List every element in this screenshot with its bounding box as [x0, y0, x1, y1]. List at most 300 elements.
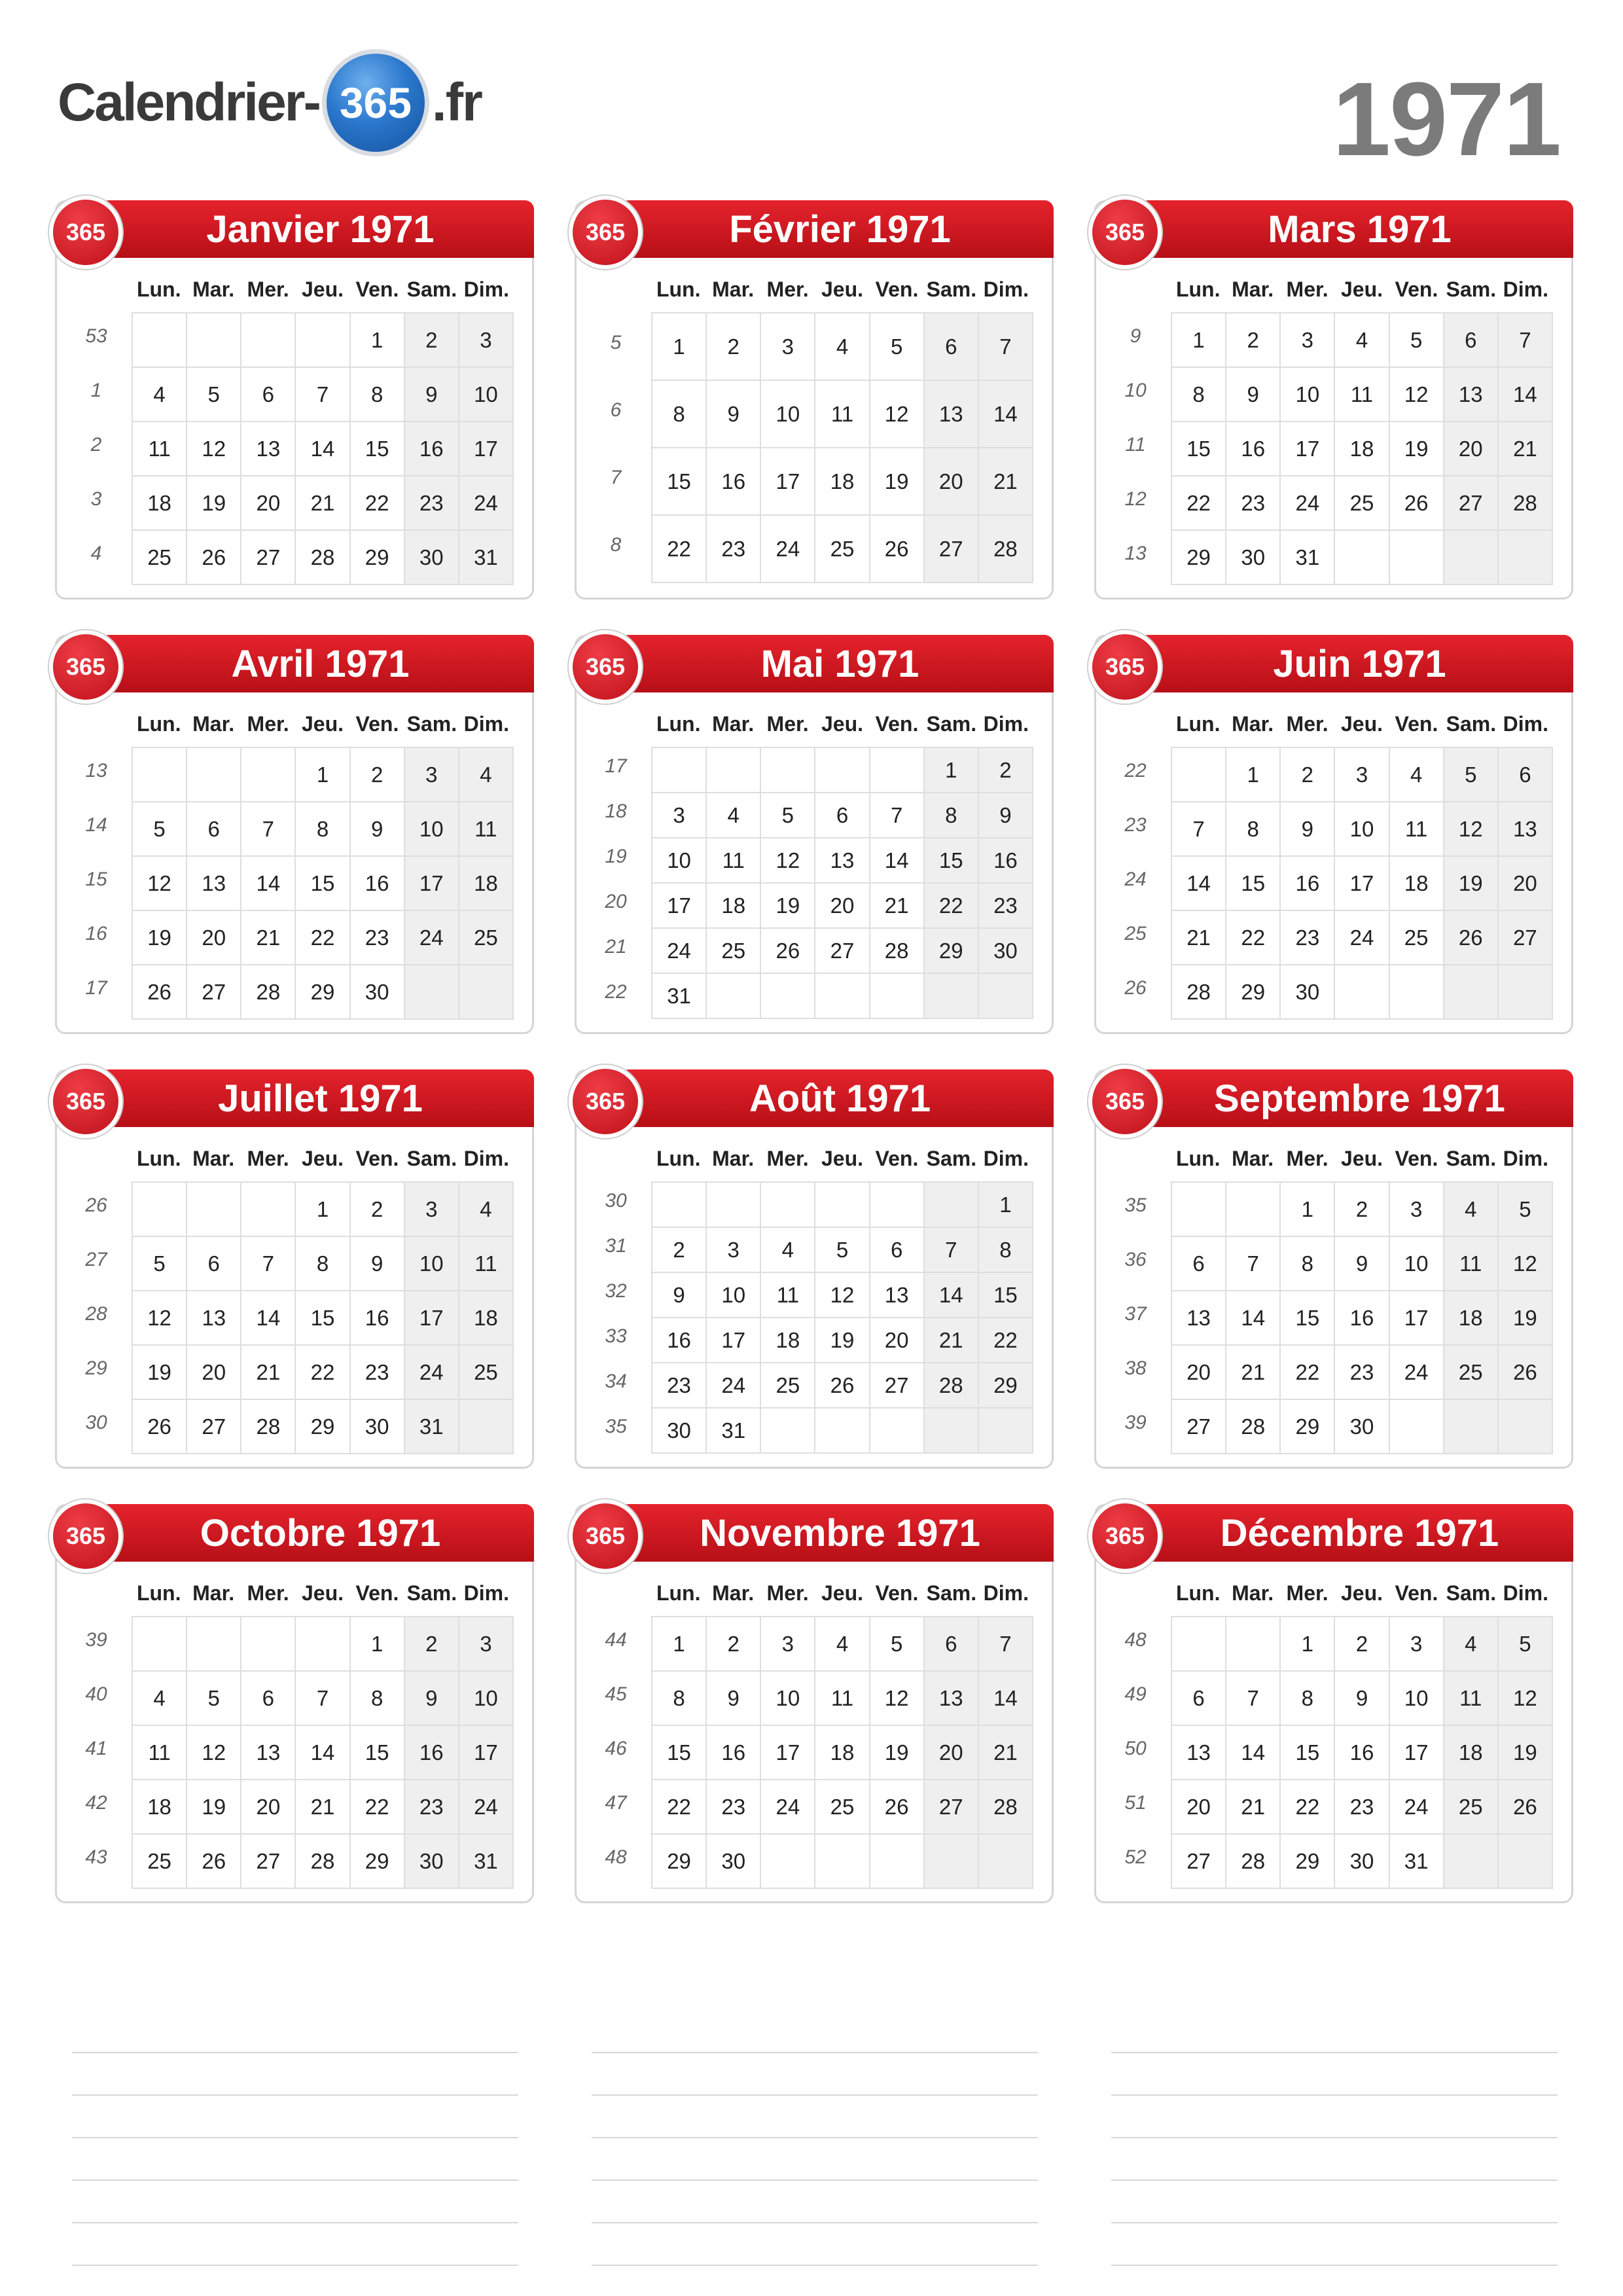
- day-cell: 1: [296, 748, 350, 802]
- day-cell: 3: [1390, 1617, 1444, 1672]
- day-grid: [132, 747, 514, 1020]
- day-cell: 13: [815, 838, 870, 884]
- day-cell: 19: [1499, 1726, 1553, 1780]
- weekday-label: Dim.: [983, 277, 1029, 301]
- day-cell: 23: [1226, 476, 1281, 531]
- day-cell: 3: [459, 1617, 514, 1672]
- day-cell: 28: [870, 929, 925, 974]
- day-cell: 13: [1499, 802, 1553, 857]
- day-cell: 7: [296, 1672, 350, 1726]
- site-logo[interactable]: [58, 47, 482, 158]
- day-cell: 24: [1390, 1780, 1444, 1835]
- day-cell: 11: [133, 1726, 187, 1780]
- day-cell: 19: [1390, 422, 1444, 476]
- month-title: Novembre 1971: [620, 1504, 1054, 1562]
- day-cell: 25: [133, 531, 187, 585]
- week-number: 41: [85, 1738, 107, 1759]
- empty-day-cell: [133, 748, 187, 802]
- day-cell: 18: [1444, 1291, 1499, 1346]
- day-cell: 23: [652, 1363, 707, 1408]
- week-number: 48: [605, 1846, 627, 1868]
- day-cell: 11: [1335, 368, 1389, 422]
- empty-day-cell: [1335, 965, 1389, 1020]
- weekday-label: Jeu.: [301, 1581, 344, 1605]
- day-cell: 24: [405, 1346, 459, 1400]
- day-cell: 22: [1281, 1780, 1335, 1835]
- weekday-label: Ven.: [355, 277, 399, 301]
- day-cell: 9: [707, 381, 761, 448]
- week-number: 3: [90, 488, 102, 510]
- weekday-header: [651, 273, 1033, 306]
- month-title: Janvier 1971: [100, 200, 534, 258]
- day-cell: 27: [241, 531, 296, 585]
- week-numbers: [590, 747, 642, 1018]
- day-cell: 20: [1499, 857, 1553, 911]
- badge-365-icon: 365: [569, 1065, 642, 1138]
- day-cell: 28: [1499, 476, 1553, 531]
- day-cell: 6: [241, 1672, 296, 1726]
- day-cell: 14: [979, 1672, 1033, 1726]
- weekday-label: Mer.: [1286, 1146, 1329, 1170]
- day-cell: 22: [296, 911, 350, 965]
- day-cell: 17: [459, 422, 514, 476]
- weekday-header: [1171, 1577, 1553, 1609]
- week-numbers: [70, 1616, 122, 1888]
- logo-tld: .fr: [431, 73, 482, 132]
- empty-day-cell: [187, 748, 241, 802]
- weekday-label: Mar.: [1232, 1146, 1274, 1170]
- day-cell: 9: [405, 1672, 459, 1726]
- empty-day-cell: [1444, 531, 1499, 585]
- weekday-label: Ven.: [355, 711, 399, 736]
- week-numbers: [1109, 1181, 1162, 1453]
- day-cell: 10: [405, 1237, 459, 1291]
- empty-day-cell: [241, 748, 296, 802]
- empty-day-cell: [241, 314, 296, 368]
- weekday-label: Mar.: [712, 1581, 755, 1605]
- empty-day-cell: [459, 965, 514, 1020]
- empty-day-cell: [1172, 1617, 1226, 1672]
- weekday-label: Lun.: [656, 711, 701, 736]
- weekday-label: Dim.: [463, 1146, 509, 1170]
- day-cell: 15: [1281, 1291, 1335, 1346]
- day-cell: 8: [1281, 1237, 1335, 1291]
- week-number: 30: [605, 1190, 627, 1211]
- day-cell: 29: [1281, 1835, 1335, 1889]
- week-number: 46: [605, 1738, 627, 1759]
- weekday-label: Dim.: [463, 277, 509, 301]
- weekday-label: Sam.: [1446, 1581, 1497, 1605]
- day-cell: 5: [1499, 1183, 1553, 1237]
- day-cell: 14: [1226, 1726, 1281, 1780]
- day-cell: 20: [870, 1318, 925, 1363]
- empty-day-cell: [1226, 1183, 1281, 1237]
- day-cell: 8: [979, 1228, 1033, 1273]
- empty-day-cell: [707, 1183, 761, 1228]
- badge-365-icon: 365: [569, 630, 642, 704]
- day-cell: 5: [761, 793, 815, 838]
- day-cell: 17: [405, 857, 459, 911]
- weekday-label: Mer.: [1286, 711, 1329, 736]
- day-cell: 20: [241, 476, 296, 531]
- day-cell: 28: [241, 1400, 296, 1454]
- empty-day-cell: [1499, 1400, 1553, 1454]
- day-cell: 27: [241, 1835, 296, 1889]
- day-cell: 4: [459, 748, 514, 802]
- day-cell: 1: [925, 748, 979, 793]
- empty-day-cell: [761, 1835, 815, 1889]
- weekday-label: Sam.: [406, 711, 457, 736]
- day-cell: 30: [351, 1400, 405, 1454]
- day-cell: 24: [761, 516, 815, 583]
- day-cell: 12: [133, 1291, 187, 1346]
- day-cell: 25: [1335, 476, 1389, 531]
- day-cell: 20: [1444, 422, 1499, 476]
- day-cell: 14: [870, 838, 925, 884]
- day-cell: 18: [459, 857, 514, 911]
- badge-365-icon: 365: [1088, 630, 1162, 704]
- day-cell: 18: [459, 1291, 514, 1346]
- empty-day-cell: [870, 974, 925, 1019]
- month-title: Août 1971: [620, 1069, 1054, 1127]
- weekday-label: Ven.: [875, 277, 919, 301]
- day-cell: 27: [187, 965, 241, 1020]
- day-cell: 6: [187, 802, 241, 857]
- empty-day-cell: [1444, 1400, 1499, 1454]
- empty-day-cell: [1172, 748, 1226, 802]
- weekday-label: Ven.: [1395, 1581, 1438, 1605]
- badge-365-icon: 365: [49, 1499, 122, 1573]
- day-cell: 10: [761, 1672, 815, 1726]
- weekday-label: Mer.: [1286, 1581, 1329, 1605]
- day-cell: 27: [1172, 1835, 1226, 1889]
- day-cell: 26: [1499, 1780, 1553, 1835]
- day-cell: 8: [351, 1672, 405, 1726]
- day-cell: 20: [241, 1780, 296, 1835]
- day-cell: 16: [405, 1726, 459, 1780]
- weekday-label: Lun.: [136, 1581, 181, 1605]
- weekday-label: Jeu.: [1340, 711, 1383, 736]
- day-cell: 28: [979, 1780, 1033, 1835]
- day-cell: 25: [1390, 911, 1444, 965]
- day-cell: 8: [351, 368, 405, 422]
- day-cell: 2: [1226, 314, 1281, 368]
- weekday-label: Dim.: [1503, 711, 1548, 736]
- empty-day-cell: [133, 314, 187, 368]
- day-cell: 23: [351, 1346, 405, 1400]
- day-cell: 5: [870, 1617, 925, 1672]
- day-cell: 4: [815, 1617, 870, 1672]
- week-number: 13: [85, 760, 107, 781]
- day-cell: 27: [925, 1780, 979, 1835]
- empty-day-cell: [870, 1183, 925, 1228]
- day-cell: 15: [1172, 422, 1226, 476]
- weekday-label: Sam.: [1446, 711, 1497, 736]
- weekday-label: Mer.: [247, 1581, 289, 1605]
- day-cell: 8: [652, 381, 707, 448]
- day-cell: 5: [1444, 748, 1499, 802]
- day-cell: 4: [133, 368, 187, 422]
- week-number: 13: [1124, 543, 1147, 564]
- empty-day-cell: [761, 748, 815, 793]
- month-card: [1094, 200, 1573, 600]
- day-cell: 10: [707, 1273, 761, 1318]
- day-cell: 27: [1172, 1400, 1226, 1454]
- weekday-label: Ven.: [355, 1581, 399, 1605]
- badge-365-icon: 365: [569, 1499, 642, 1573]
- day-cell: 13: [241, 422, 296, 476]
- week-number: 48: [1124, 1629, 1147, 1651]
- badge-365-icon: 365: [1088, 1499, 1162, 1573]
- day-cell: 26: [815, 1363, 870, 1408]
- week-number: 12: [1124, 488, 1147, 510]
- day-cell: 4: [1335, 314, 1389, 368]
- week-number: 39: [1124, 1412, 1147, 1433]
- day-cell: 8: [1172, 368, 1226, 422]
- day-cell: 4: [761, 1228, 815, 1273]
- day-cell: 15: [351, 1726, 405, 1780]
- day-cell: 11: [459, 1237, 514, 1291]
- empty-day-cell: [1390, 965, 1444, 1020]
- empty-day-cell: [405, 965, 459, 1020]
- week-number: 37: [1124, 1303, 1147, 1325]
- day-cell: 25: [707, 929, 761, 974]
- week-number: 15: [85, 869, 107, 890]
- day-cell: 9: [652, 1273, 707, 1318]
- empty-day-cell: [187, 1617, 241, 1672]
- day-cell: 9: [1335, 1237, 1389, 1291]
- day-cell: 21: [870, 884, 925, 929]
- day-cell: 11: [761, 1273, 815, 1318]
- weekday-label: Lun.: [136, 277, 181, 301]
- badge-365-icon: 365: [49, 630, 122, 704]
- day-cell: 22: [351, 1780, 405, 1835]
- day-cell: 16: [652, 1318, 707, 1363]
- day-cell: 15: [652, 448, 707, 516]
- weekday-label: Lun.: [1175, 277, 1221, 301]
- day-cell: 24: [1281, 476, 1335, 531]
- day-cell: 23: [1335, 1346, 1389, 1400]
- week-number: 21: [605, 936, 627, 958]
- weekday-label: Lun.: [136, 1146, 181, 1170]
- weekday-header: [651, 1142, 1033, 1175]
- week-number: 2: [90, 434, 102, 456]
- weekday-label: Mar.: [1232, 277, 1274, 301]
- day-cell: 7: [296, 368, 350, 422]
- day-cell: 30: [1335, 1835, 1389, 1889]
- day-cell: 8: [925, 793, 979, 838]
- day-cell: 28: [1172, 965, 1226, 1020]
- empty-day-cell: [459, 1400, 514, 1454]
- empty-day-cell: [761, 974, 815, 1019]
- day-cell: 4: [1390, 748, 1444, 802]
- day-cell: 29: [351, 1835, 405, 1889]
- day-cell: 6: [1172, 1672, 1226, 1726]
- empty-day-cell: [1444, 1835, 1499, 1889]
- week-number: 45: [605, 1683, 627, 1705]
- weekday-label: Lun.: [1175, 711, 1221, 736]
- day-cell: 7: [870, 793, 925, 838]
- day-cell: 16: [351, 1291, 405, 1346]
- day-cell: 5: [1499, 1617, 1553, 1672]
- week-numbers: [590, 1181, 642, 1452]
- weekday-label: Jeu.: [301, 277, 344, 301]
- week-number: 17: [605, 755, 627, 777]
- day-cell: 7: [1172, 802, 1226, 857]
- week-number: 6: [610, 399, 622, 421]
- day-cell: 31: [1281, 531, 1335, 585]
- day-cell: 12: [1390, 368, 1444, 422]
- day-cell: 1: [296, 1183, 350, 1237]
- day-cell: 25: [761, 1363, 815, 1408]
- weekday-label: Dim.: [983, 1581, 1029, 1605]
- day-cell: 8: [296, 1237, 350, 1291]
- day-cell: 22: [1281, 1346, 1335, 1400]
- empty-day-cell: [925, 974, 979, 1019]
- week-number: 34: [605, 1371, 627, 1392]
- day-cell: 9: [405, 368, 459, 422]
- weekday-label: Jeu.: [821, 277, 863, 301]
- day-cell: 1: [351, 314, 405, 368]
- day-cell: 30: [1335, 1400, 1389, 1454]
- empty-day-cell: [925, 1183, 979, 1228]
- day-cell: 9: [351, 1237, 405, 1291]
- day-cell: 1: [979, 1183, 1033, 1228]
- month-card: [55, 635, 534, 1034]
- day-cell: 27: [1444, 476, 1499, 531]
- day-cell: 13: [925, 1672, 979, 1726]
- day-cell: 7: [979, 314, 1033, 381]
- weekday-label: Sam.: [406, 1146, 457, 1170]
- week-number: 14: [85, 814, 107, 836]
- empty-day-cell: [241, 1183, 296, 1237]
- day-cell: 24: [761, 1780, 815, 1835]
- weekday-label: Lun.: [656, 1146, 701, 1170]
- day-cell: 5: [187, 368, 241, 422]
- day-cell: 21: [979, 1726, 1033, 1780]
- weekday-label: Mar.: [192, 1146, 235, 1170]
- week-number: 43: [85, 1846, 107, 1868]
- day-cell: 22: [979, 1318, 1033, 1363]
- week-number: 49: [1124, 1683, 1147, 1705]
- weekday-label: Lun.: [1175, 1146, 1221, 1170]
- day-cell: 17: [761, 1726, 815, 1780]
- week-number: 33: [605, 1325, 627, 1347]
- empty-day-cell: [761, 1183, 815, 1228]
- empty-day-cell: [1390, 1400, 1444, 1454]
- day-cell: 23: [405, 1780, 459, 1835]
- day-cell: 27: [187, 1400, 241, 1454]
- day-cell: 2: [405, 1617, 459, 1672]
- day-cell: 28: [296, 1835, 350, 1889]
- day-cell: 17: [761, 448, 815, 516]
- day-cell: 29: [296, 965, 350, 1020]
- day-cell: 12: [187, 1726, 241, 1780]
- day-cell: 30: [707, 1835, 761, 1889]
- day-cell: 14: [1499, 368, 1553, 422]
- empty-day-cell: [815, 1408, 870, 1454]
- week-number: 9: [1130, 325, 1141, 347]
- day-cell: 22: [1172, 476, 1226, 531]
- month-title: Décembre 1971: [1139, 1504, 1573, 1562]
- day-cell: 21: [1499, 422, 1553, 476]
- month-title: Juillet 1971: [100, 1069, 534, 1127]
- day-cell: 20: [1172, 1346, 1226, 1400]
- month-title: Juin 1971: [1139, 635, 1573, 692]
- day-cell: 20: [187, 911, 241, 965]
- day-cell: 9: [707, 1672, 761, 1726]
- day-cell: 7: [925, 1228, 979, 1273]
- year-title: 1971: [1332, 60, 1560, 177]
- day-cell: 6: [1499, 748, 1553, 802]
- month-title: Février 1971: [620, 200, 1054, 258]
- day-cell: 27: [815, 929, 870, 974]
- weekday-label: Ven.: [875, 1146, 919, 1170]
- weekday-label: Mer.: [766, 711, 809, 736]
- day-grid: [651, 312, 1033, 583]
- day-cell: 23: [405, 476, 459, 531]
- day-cell: 19: [870, 448, 925, 516]
- day-cell: 3: [761, 314, 815, 381]
- day-cell: 19: [870, 1726, 925, 1780]
- empty-day-cell: [133, 1617, 187, 1672]
- day-cell: 11: [815, 381, 870, 448]
- day-cell: 25: [459, 911, 514, 965]
- empty-day-cell: [241, 1617, 296, 1672]
- day-cell: 7: [1226, 1672, 1281, 1726]
- weekday-header: [1171, 708, 1553, 740]
- day-cell: 18: [1390, 857, 1444, 911]
- day-cell: 3: [761, 1617, 815, 1672]
- day-cell: 1: [652, 314, 707, 381]
- day-grid: [1171, 747, 1553, 1020]
- day-cell: 16: [1281, 857, 1335, 911]
- day-cell: 14: [296, 1726, 350, 1780]
- weekday-label: Sam.: [406, 277, 457, 301]
- empty-day-cell: [761, 1408, 815, 1454]
- day-cell: 6: [925, 1617, 979, 1672]
- day-cell: 13: [1172, 1726, 1226, 1780]
- day-cell: 20: [815, 884, 870, 929]
- day-cell: 12: [815, 1273, 870, 1318]
- empty-day-cell: [1499, 1835, 1553, 1889]
- day-cell: 24: [707, 1363, 761, 1408]
- day-cell: 30: [652, 1408, 707, 1454]
- day-cell: 26: [870, 1780, 925, 1835]
- day-cell: 13: [1172, 1291, 1226, 1346]
- day-cell: 2: [351, 748, 405, 802]
- day-cell: 28: [296, 531, 350, 585]
- day-cell: 12: [870, 381, 925, 448]
- day-cell: 27: [870, 1363, 925, 1408]
- day-cell: 20: [925, 1726, 979, 1780]
- weekday-label: Sam.: [1446, 1146, 1497, 1170]
- day-cell: 2: [707, 314, 761, 381]
- week-number: 39: [85, 1629, 107, 1651]
- day-cell: 29: [1226, 965, 1281, 1020]
- day-cell: 10: [459, 368, 514, 422]
- week-number: 53: [85, 325, 107, 347]
- day-cell: 29: [296, 1400, 350, 1454]
- weekday-label: Jeu.: [301, 711, 344, 736]
- empty-day-cell: [187, 314, 241, 368]
- day-cell: 21: [241, 1346, 296, 1400]
- week-number: 20: [605, 891, 627, 912]
- day-cell: 25: [815, 1780, 870, 1835]
- month-title: Septembre 1971: [1139, 1069, 1573, 1127]
- week-number: 31: [605, 1235, 627, 1257]
- day-cell: 18: [815, 448, 870, 516]
